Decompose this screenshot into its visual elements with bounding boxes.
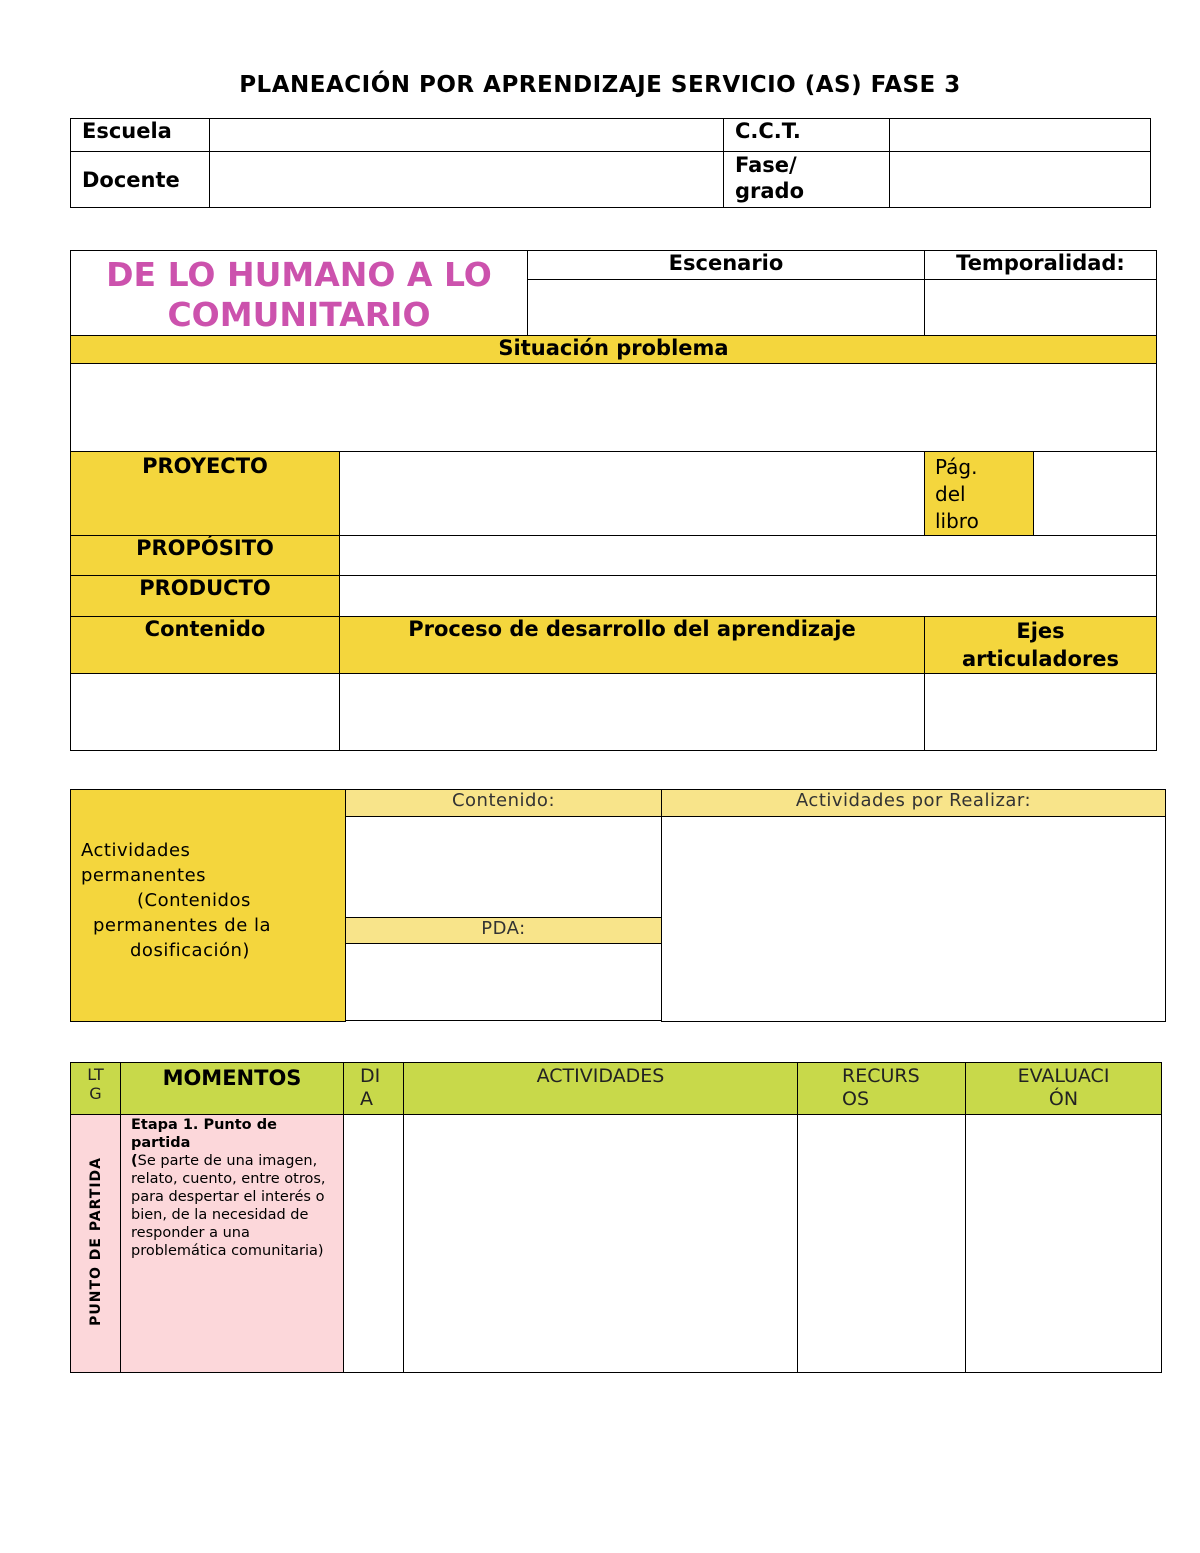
pag-libro-field[interactable] [1034,452,1157,536]
actividades-permanentes-table [70,789,1166,1022]
spacer [346,1021,662,1022]
proceso-header: Proceso de desarrollo del aprendizaje [340,617,925,674]
cct-label: C.C.T. [724,119,890,152]
etapa-paren: ( [131,1153,138,1169]
dia-header [344,1063,404,1115]
project-table [70,250,1157,751]
escuela-label: Escuela [71,119,210,152]
dia-line1: DI [360,1065,381,1087]
ltg-header [71,1063,121,1115]
escenario-label: Escenario [528,251,925,280]
evaluacion-field[interactable] [966,1115,1162,1373]
docente-field[interactable] [210,152,724,208]
actividades-field[interactable] [404,1115,798,1373]
punto-partida-cell [71,1115,121,1373]
contenido-field[interactable] [71,674,340,751]
perm-actividades-header: Actividades por Realizar: [662,790,1166,817]
campo-title-line2: COMUNITARIO [167,295,431,334]
perm-contenido-field[interactable] [346,817,662,918]
evaluacion-line1: EVALUACI [1017,1065,1110,1087]
perm-label-line4: permanentes de la [93,915,272,936]
proposito-field[interactable] [340,536,1157,576]
pag-label-line1: Pág. [935,455,978,479]
ltg-line1: LT [87,1065,104,1084]
perm-pda-header: PDA: [346,918,662,944]
perm-actividades-field[interactable] [662,817,1166,1022]
proposito-label: PROPÓSITO [71,536,340,576]
fase-label-line1: Fase/ [735,153,797,177]
momentos-table [70,1062,1162,1373]
situacion-problema-field[interactable] [71,364,1157,452]
dia-line2: A [360,1088,373,1110]
fase-label [724,152,890,208]
actividades-permanentes-label [71,790,346,1022]
perm-label-line5: dosificación) [130,940,250,961]
pag-libro-label [925,452,1034,536]
pag-label-line3: libro [935,509,979,533]
etapa-title: Etapa 1. Punto de partida [131,1117,277,1151]
cct-field[interactable] [890,119,1151,152]
producto-label: PRODUCTO [71,576,340,617]
recursos-line2: OS [842,1088,870,1110]
ltg-line2: G [89,1084,102,1103]
punto-partida-vertical-label: PUNTO DE PARTIDA [87,1157,104,1326]
escenario-field[interactable] [528,280,925,336]
campo-formativo-title [71,251,528,336]
proceso-field[interactable] [340,674,925,751]
etapa-desc: (Se parte de una imagen, relato, cuento, entre otros, para despertar el interés o bien, de la necesidad de responder a una problemática comunitaria) [131,1153,326,1259]
temporalidad-field[interactable] [925,280,1157,336]
campo-title-line1: DE LO HUMANO A LO [106,255,492,294]
evaluacion-header [966,1063,1162,1115]
evaluacion-line2: ÓN [1048,1088,1079,1110]
proyecto-field[interactable] [340,452,925,536]
perm-pda-field[interactable] [346,944,662,1021]
ejes-header [925,617,1157,674]
perm-contenido-header: Contenido: [346,790,662,817]
situacion-problema-label: Situación problema [71,336,1157,364]
recursos-line1: RECURS [842,1065,920,1087]
momentos-header: MOMENTOS [121,1063,344,1115]
fase-field[interactable] [890,152,1151,208]
docente-label: Docente [71,152,210,208]
actividades-header: ACTIVIDADES [404,1063,798,1115]
ejes-label-line2: articuladores [961,647,1120,671]
pag-label-line2: del [935,482,966,506]
recursos-header [798,1063,966,1115]
producto-field[interactable] [340,576,1157,617]
ejes-field[interactable] [925,674,1157,751]
dia-field[interactable] [344,1115,404,1373]
etapa-description [121,1115,344,1373]
school-info-table [70,118,1151,208]
proyecto-label: PROYECTO [71,452,340,536]
perm-label-line3: (Contenidos [137,890,251,911]
fase-label-line2: grado [735,179,805,203]
perm-label-line1: Actividades [81,840,191,861]
contenido-header: Contenido [71,617,340,674]
ejes-label-line1: Ejes [1016,619,1065,643]
recursos-field[interactable] [798,1115,966,1373]
escuela-field[interactable] [210,119,724,152]
temporalidad-label: Temporalidad: [925,251,1157,280]
page-title: PLANEACIÓN POR APRENDIZAJE SERVICIO (AS) FASE 3 [239,72,961,98]
perm-label-line2: permanentes [81,865,207,886]
